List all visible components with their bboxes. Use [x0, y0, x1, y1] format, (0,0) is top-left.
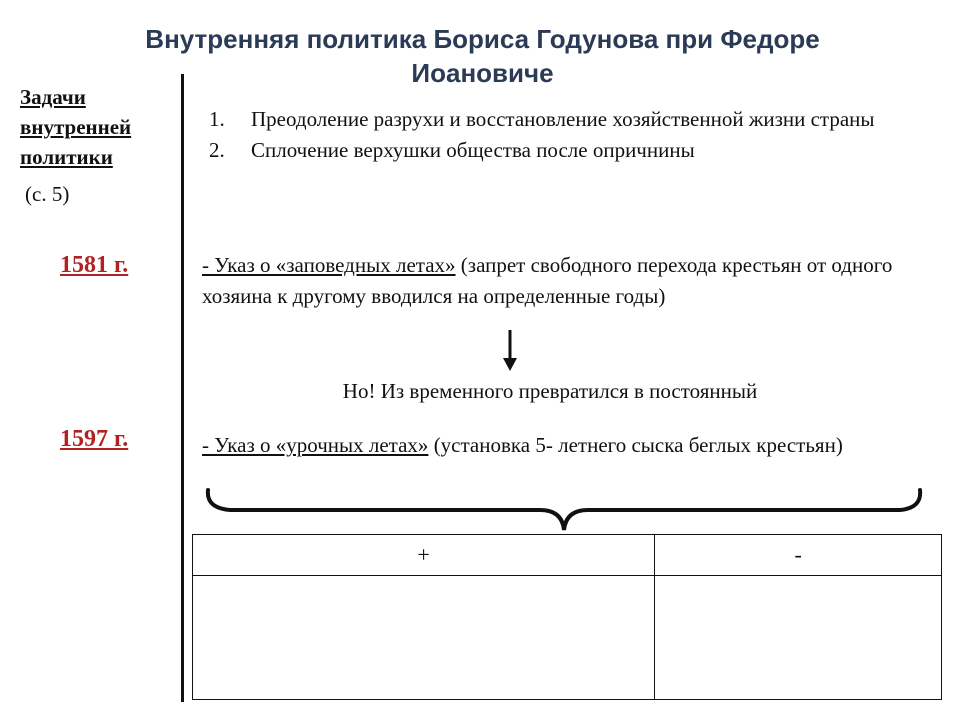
list-item-text: Преодоление разрухи и восстановление хозяйственной жизни страны — [251, 107, 875, 131]
tasks-list — [205, 104, 905, 166]
tasks-label-line: политики — [20, 145, 113, 169]
year-1597: 1597 г. — [60, 426, 129, 452]
list-item-text: Сплочение верхушки общества после опричнины — [251, 138, 695, 162]
decree-1581 — [202, 250, 902, 312]
decree-title: - Указ о «заповедных летах» — [202, 253, 456, 277]
note-text: Но! Из временного превратился в постоянный — [342, 379, 758, 403]
tasks-label-line: Задачи — [20, 85, 86, 109]
plus-cell[interactable] — [193, 576, 655, 700]
minus-header: - — [655, 535, 942, 576]
tasks-label — [20, 82, 131, 172]
year-1581: 1581 г. — [60, 252, 129, 278]
title-line-1: Внутренняя политика Бориса Годунова при Федоре — [145, 24, 820, 54]
page-reference: (с. 5) — [25, 182, 70, 206]
title-line-2: Иоановиче — [411, 58, 554, 88]
table-header-row — [193, 535, 942, 576]
decree-description: (запрет свободного перехода крестьян от одного хозяина к другому вводился на определенные годы) — [202, 253, 893, 308]
plus-header: + — [193, 535, 655, 576]
pros-cons-table — [192, 534, 942, 700]
tasks-label-line: внутренней — [20, 115, 132, 139]
decree-title: - Указ о «урочных летах» — [202, 433, 429, 457]
decree-description: (установка 5- летнего сыска беглых крестьян) — [428, 433, 843, 457]
page-title — [60, 22, 905, 90]
list-item-number: 2. — [209, 138, 225, 162]
list-item — [205, 135, 905, 166]
decree-1597 — [202, 430, 902, 461]
arrow-down-icon — [500, 330, 520, 372]
curly-brace — [200, 486, 930, 534]
list-item — [205, 104, 905, 135]
list-item-number: 1. — [209, 107, 225, 131]
minus-cell[interactable] — [655, 576, 942, 700]
table-row — [193, 576, 942, 700]
